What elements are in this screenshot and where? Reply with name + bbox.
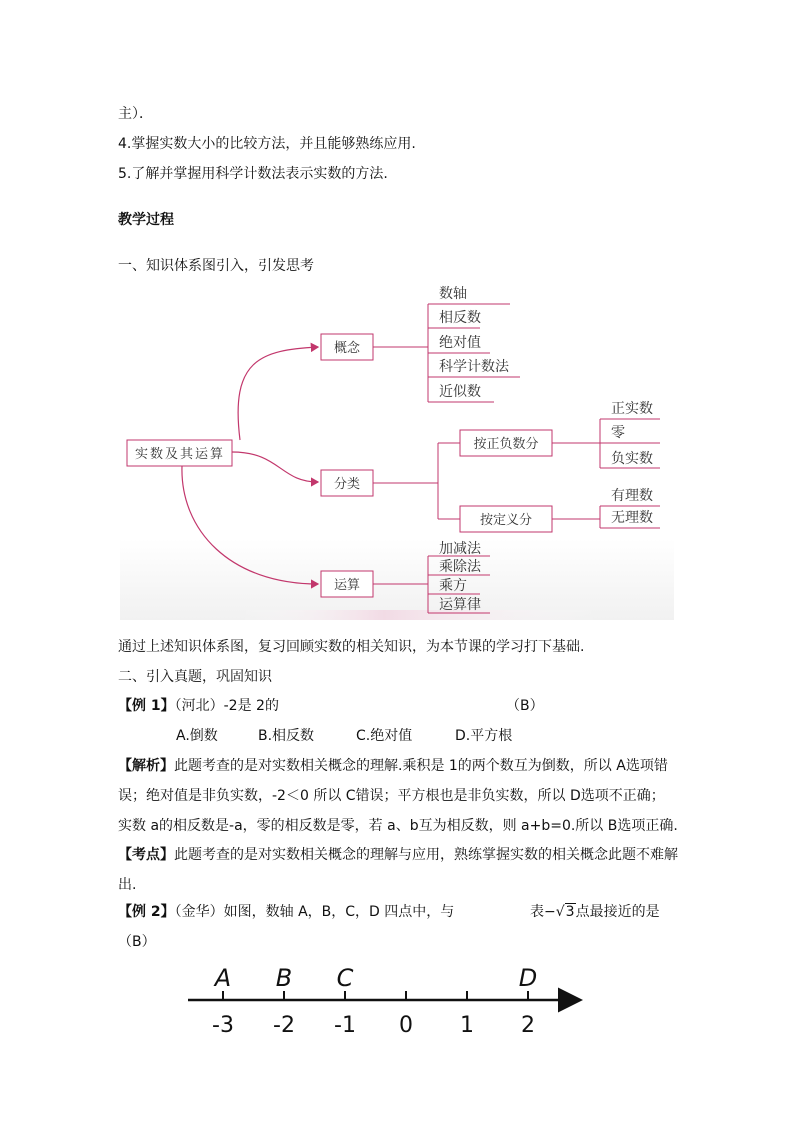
tick-label: -2 [273,1013,295,1038]
sqrt-radicand: 3 [565,904,575,920]
classify-label: 分类 [333,477,361,492]
diagram-background [120,440,674,620]
objective-item-4: 4.掌握实数大小的比较方法，并且能够熟练应用. [118,136,416,152]
summary-text: 通过上述知识体系图，复习回顾实数的相关知识，为本节课的学习打下基础. [118,639,585,655]
point-text: 此题考查的是对实数相关概念的理解与应用，熟练掌握实数的相关概念此题不难解出. [118,847,678,893]
example1-option-d: D.平方根 [455,728,513,744]
example2-tag: 【例 2】 [118,904,175,920]
concept-label: 概念 [333,341,361,356]
point-label-c: C [336,964,354,992]
curve-to-concept [238,347,318,440]
example1-point [118,840,678,900]
example2-question-c: 点最接近的是 [575,904,660,920]
example1-analysis [118,751,678,841]
example2-question: （金华）如图，数轴 A，B，C，D 四点中，与 [174,904,455,920]
sqrt-sign: √ [555,904,565,920]
part1-title: 一、知识体系图引入，引发思考 [118,258,314,274]
example2-line [118,902,454,922]
tick-label: 0 [399,1013,413,1038]
by-sign-label: 按正负数分 [473,437,539,452]
by-sign-item: 零 [611,425,625,441]
example1-option-a: A.倒数 [176,728,218,744]
concept-items [428,285,520,402]
part2-title: 二、引入真题，巩固知识 [118,669,272,685]
analysis-tag: 【解析】 [118,758,174,774]
by-sign-item: 负实数 [611,451,653,467]
concept-item: 近似数 [439,384,481,400]
objective-item-5: 5.了解并掌握用科学计数法表示实数的方法. [118,166,388,182]
concept-item: 科学计数法 [439,359,509,375]
tick-label: 1 [460,1013,474,1038]
number-line [180,955,590,1045]
example1-answer: （B） [506,698,544,714]
diagram-bottom-band [240,610,600,620]
by-def-item: 无理数 [611,510,653,526]
operation-item: 运算律 [439,597,481,613]
by-sign-item: 正实数 [611,401,653,417]
example2-answer: （B） [118,934,156,950]
concept-item: 相反数 [439,310,481,326]
point-label-a: A [214,964,232,992]
operation-item: 乘方 [439,578,467,594]
example2-question-b: 表− [530,904,556,920]
point-label-b: B [275,964,293,992]
concept-item: 数轴 [439,286,467,302]
point-tag: 【考点】 [118,847,174,863]
example1-question: （河北）-2是 2的 [174,698,279,714]
tick-label: -1 [334,1013,356,1038]
tick-label: -3 [212,1013,234,1038]
operation-label: 运算 [333,578,361,593]
example2-question-tail [530,902,660,922]
example1-tag: 【例 1】 [118,698,175,714]
operation-item: 加减法 [439,541,481,557]
operation-item: 乘除法 [439,559,481,575]
example1-line [118,696,279,716]
by-def-item: 有理数 [611,488,653,504]
section-title: 教学过程 [118,212,174,228]
example1-option-c: C.绝对值 [356,728,413,744]
point-label-d: D [518,964,538,992]
analysis-text: 此题考查的是对实数相关概念的理解.乘积是 1的两个数互为倒数，所以 A选项错误；绝对值是非负实数，-2＜0 所以 C错误；平方根也是非负实数，所以 D选项不正确；实数 a的相反数是-a，零的相反数是零，若 a、b互为相反数，则 a+b=0.所以 B选项正确. [118,758,678,834]
objective-continuation: 主）． [118,106,153,122]
by-def-label: 按定义分 [479,513,533,528]
concept-item: 绝对值 [439,335,481,351]
tick-label: 2 [521,1013,535,1038]
example1-option-b: B.相反数 [258,728,315,744]
root-label: 实数及其运算 [134,447,226,462]
